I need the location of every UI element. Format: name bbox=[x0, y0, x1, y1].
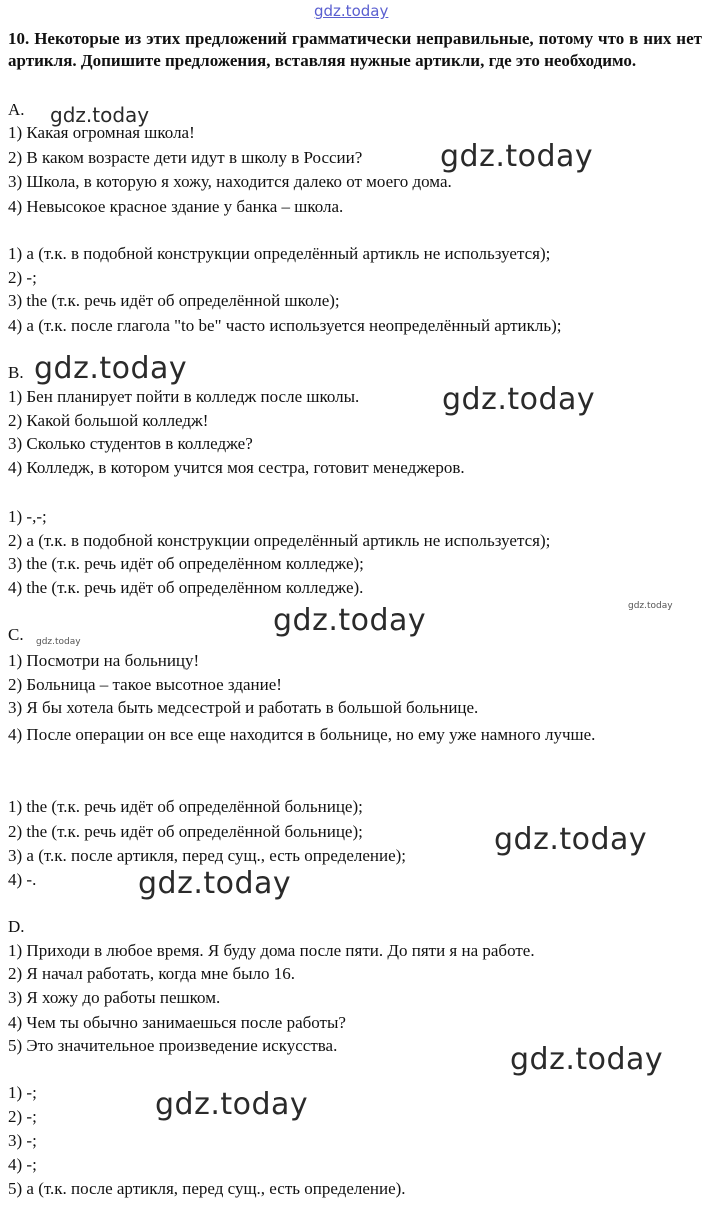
section-c-sentence-4: 4) После операции он все еще находится в больнице, но ему уже намного лучше. bbox=[8, 725, 596, 744]
section-d-sentence-5: 5) Это значительное произведение искусства. bbox=[8, 1036, 338, 1055]
watermark: gdz.today bbox=[494, 822, 648, 857]
section-d-answer-3: 3) -; bbox=[8, 1131, 37, 1150]
section-b-label: B. bbox=[8, 363, 24, 382]
task-statement: 10. Некоторые из этих предложений грамматически неправильные, потому что в них нет артикля. Допишите предложения, вставляя нужные артикли, где это необходимо. bbox=[8, 29, 702, 70]
watermark: gdz.today bbox=[155, 1087, 309, 1122]
section-d-sentence-1: 1) Приходи в любое время. Я буду дома после пяти. До пяти я на работе. bbox=[8, 941, 535, 960]
section-d-answer-1: 1) -; bbox=[8, 1083, 37, 1102]
section-d-answer-4: 4) -; bbox=[8, 1155, 37, 1174]
watermark-top: gdz.today bbox=[314, 2, 389, 20]
section-c-answer-2: 2) the (т.к. речь идёт об определённой больнице); bbox=[8, 822, 363, 841]
section-d-label: D. bbox=[8, 917, 25, 936]
section-c-answer-3: 3) a (т.к. после артикля, перед сущ., есть определение); bbox=[8, 846, 407, 865]
section-d-sentence-3: 3) Я хожу до работы пешком. bbox=[8, 988, 221, 1007]
watermark: gdz.today bbox=[138, 866, 292, 901]
section-d-sentence-4: 4) Чем ты обычно занимаешься после работы? bbox=[8, 1013, 346, 1032]
section-a-answer-3: 3) the (т.к. речь идёт об определённой школе); bbox=[8, 291, 340, 310]
watermark: gdz.today bbox=[628, 601, 673, 611]
section-b-sentence-2: 2) Какой большой колледж! bbox=[8, 411, 209, 430]
section-a-answer-2: 2) -; bbox=[8, 268, 37, 287]
section-c-answer-4: 4) -. bbox=[8, 870, 37, 889]
watermark: gdz.today bbox=[34, 351, 188, 386]
section-d-answer-2: 2) -; bbox=[8, 1107, 37, 1126]
section-c-sentence-3: 3) Я бы хотела быть медсестрой и работать в большой больнице. bbox=[8, 698, 479, 717]
section-c-sentence-2: 2) Больница – такое высотное здание! bbox=[8, 675, 282, 694]
watermark: gdz.today bbox=[510, 1042, 664, 1077]
watermark: gdz.today bbox=[440, 139, 594, 174]
watermark: gdz.today bbox=[50, 103, 150, 127]
section-b-sentence-1: 1) Бен планирует пойти в колледж после школы. bbox=[8, 387, 360, 406]
section-a-sentence-2: 2) В каком возрасте дети идут в школу в России? bbox=[8, 148, 363, 167]
section-c-label: C. bbox=[8, 625, 24, 644]
section-c-answer-1: 1) the (т.к. речь идёт об определённой больнице); bbox=[8, 797, 363, 816]
section-a-answer-1: 1) a (т.к. в подобной конструкции определённый артикль не используется); bbox=[8, 244, 551, 263]
section-a-label: A. bbox=[8, 100, 25, 119]
section-b-answer-1: 1) -,-; bbox=[8, 507, 47, 526]
watermark: gdz.today bbox=[442, 382, 596, 417]
section-b-answer-4: 4) the (т.к. речь идёт об определённом колледже). bbox=[8, 578, 364, 597]
section-a-sentence-1: 1) Какая огромная школа! bbox=[8, 123, 195, 142]
section-a-sentence-4: 4) Невысокое красное здание у банка – школа. bbox=[8, 197, 344, 216]
section-d-sentence-2: 2) Я начал работать, когда мне было 16. bbox=[8, 964, 296, 983]
section-b-sentence-4: 4) Колледж, в котором учится моя сестра, готовит менеджеров. bbox=[8, 458, 465, 477]
section-b-answer-3: 3) the (т.к. речь идёт об определённом колледже); bbox=[8, 554, 364, 573]
section-a-sentence-3: 3) Школа, в которую я хожу, находится далеко от моего дома. bbox=[8, 172, 452, 191]
section-c-sentence-1: 1) Посмотри на больницу! bbox=[8, 651, 200, 670]
watermark: gdz.today bbox=[36, 637, 81, 647]
section-d-answer-5: 5) a (т.к. после артикля, перед сущ., есть определение). bbox=[8, 1179, 406, 1198]
section-a-answer-4: 4) a (т.к. после глагола "to be" часто используется неопределённый артикль); bbox=[8, 316, 562, 335]
watermark: gdz.today bbox=[273, 603, 427, 638]
section-b-answer-2: 2) a (т.к. в подобной конструкции определённый артикль не используется); bbox=[8, 531, 551, 550]
section-b-sentence-3: 3) Сколько студентов в колледже? bbox=[8, 434, 253, 453]
